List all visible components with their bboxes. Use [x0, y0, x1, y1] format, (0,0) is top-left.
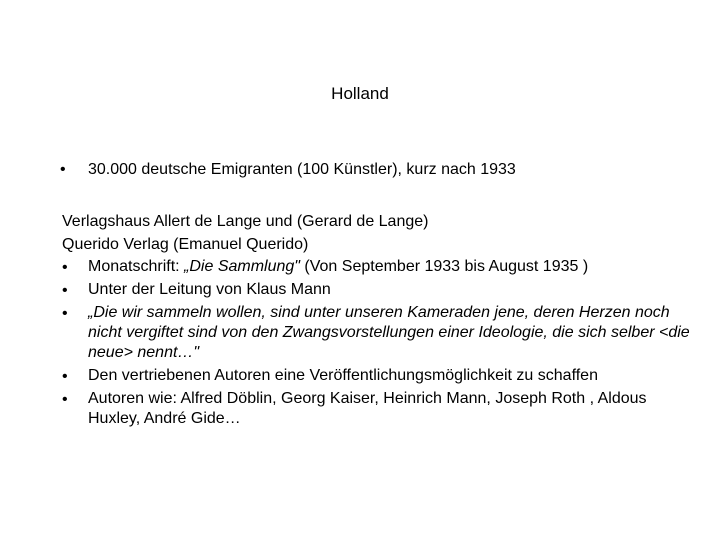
bullet-icon: •	[62, 305, 68, 322]
list-item	[62, 302, 692, 365]
slide-body	[62, 210, 692, 431]
bullet-icon: •	[62, 282, 68, 299]
slide-title: Holland	[331, 84, 389, 103]
list-item-text	[88, 302, 692, 365]
bullet-icon: •	[62, 368, 68, 385]
list-item-text	[88, 256, 692, 279]
list-item	[62, 256, 692, 279]
quote-text: „Die wir sammeln wollen, sind unter unseren Kameraden jene, deren Herzen noch nicht vergiftet sind von den Zwangsvorstellungen einer Ideologie, die sich selber <die neue> nennt…"	[88, 304, 690, 361]
publisher-line-1: Verlagshaus Allert de Lange und (Gerard de Lange)	[62, 213, 429, 230]
bullet-icon: •	[60, 161, 66, 178]
list-item	[62, 279, 692, 302]
list-item-text: Unter der Leitung von Klaus Mann	[88, 281, 331, 298]
list-item	[62, 365, 692, 388]
intro-bullet	[60, 160, 680, 180]
bullet-icon: •	[62, 391, 68, 408]
journal-dates: (Von September 1933 bis August 1935 )	[299, 258, 589, 275]
monatschrift-prefix: Monatschrift:	[88, 258, 185, 275]
intro-bullet-text: 30.000 deutsche Emigranten (100 Künstler), kurz nach 1933	[88, 161, 516, 178]
journal-name: „Die Sammlung"	[184, 258, 300, 275]
bullet-icon: •	[62, 259, 68, 276]
list-item-text: Autoren wie: Alfred Döblin, Georg Kaiser, Heinrich Mann, Joseph Roth , Aldous Huxley, André Gide…	[88, 390, 647, 427]
bullet-list	[62, 256, 692, 431]
publisher-line-2: Querido Verlag (Emanuel Querido)	[62, 236, 309, 253]
list-item-text: Den vertriebenen Autoren eine Veröffentlichungsmöglichkeit zu schaffen	[88, 367, 598, 384]
list-item	[62, 388, 692, 431]
